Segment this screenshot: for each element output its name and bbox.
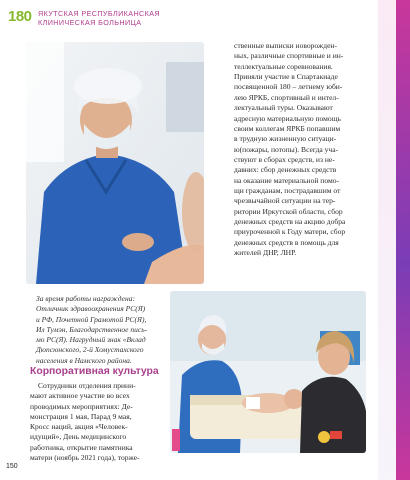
text-line: лею ЯРКБ, спортивный и интел- [234,92,339,102]
text-line: денежных средств на акцию добра [234,217,346,227]
text-line: чрезвычайной ситуации на тер- [234,196,336,206]
text-line: работника, открытие памятника [30,442,133,452]
text-line: денежных средств в помощь для [234,237,339,247]
text-line: идущий», День медицинского [30,432,127,442]
text-line: посвященной 180 – летнему юби- [234,82,343,92]
org-name-line-1: ЯКУТСКАЯ РЕСПУБЛИКАНСКАЯ [38,9,161,18]
text-line: на оказание материальной помо- [234,175,340,185]
text-line: теллектуальные соревнования. [234,61,333,71]
text-line: ствуют в сборах средств, из не- [234,154,335,164]
text-line: своим коллегам ЯРКБ попавшим [234,123,341,133]
caption-line: Ил Тумэн, Благодарственное пись- [36,324,148,334]
caption-line: мо РС(Я). Нагрудный знак «Вклад [36,335,146,345]
text-line: ственные выписки новорожден- [234,41,337,50]
page-number: 150 [6,463,18,470]
text-line: приуроченной к Году матери, сбор [234,227,346,237]
text-line: лектуальный туры. Оказывают [234,103,333,113]
article-text-left-column [30,381,168,463]
decorative-accent-strip [396,0,410,480]
caption-line: населения в Намского района. [36,355,132,365]
text-line: Сотрудники отделения прини- [38,381,136,390]
photo-nurse-with-newborn [26,42,204,284]
text-line: монстрация 1 мая, Парад 9 мая, [30,411,132,421]
text-line: матери (ноябрь 2021 года), торже- [30,453,140,463]
text-line: ю(пожары, потопы). Всегда уча- [234,144,339,154]
text-line: давних: сбор денежных средств [234,165,337,175]
photo-staff-with-baby [170,291,366,453]
section-heading: Корпоративная культура [30,366,159,377]
text-line: в трудную жизненную ситуаци- [234,134,337,144]
text-line: Кросс наций, акция «Человек- [30,422,128,432]
caption-line: и РФ, Почетной Грамотой РС(Я), [36,314,147,324]
text-line: адресную материальную помощь [234,113,341,123]
anniversary-logo: 180 [8,8,32,25]
caption-line: За время работы награждена: [36,294,135,303]
text-line: щи гражданам, пострадавшим от [234,186,341,196]
caption-line: Отличник здравоохранения РС(Я) [36,304,146,314]
text-line: ритории Иркутской области, сбор [234,206,343,216]
text-line: проводимых мероприятиях: Де- [30,401,133,411]
article-text-right-column [234,41,394,259]
text-line: ных, различные спортивные и ин- [234,51,344,61]
caption-line: Дюпсюнского, 2-й Хомустахского [36,345,144,355]
org-name-line-2: КЛИНИЧЕСКАЯ БОЛЬНИЦА [38,18,142,27]
text-line: мают активное участие во всех [30,391,130,401]
awards-caption [36,294,166,366]
text-line: Приняли участие в Спартакиаде [234,72,338,82]
text-line: жителей ДНР, ЛНР. [234,248,297,258]
